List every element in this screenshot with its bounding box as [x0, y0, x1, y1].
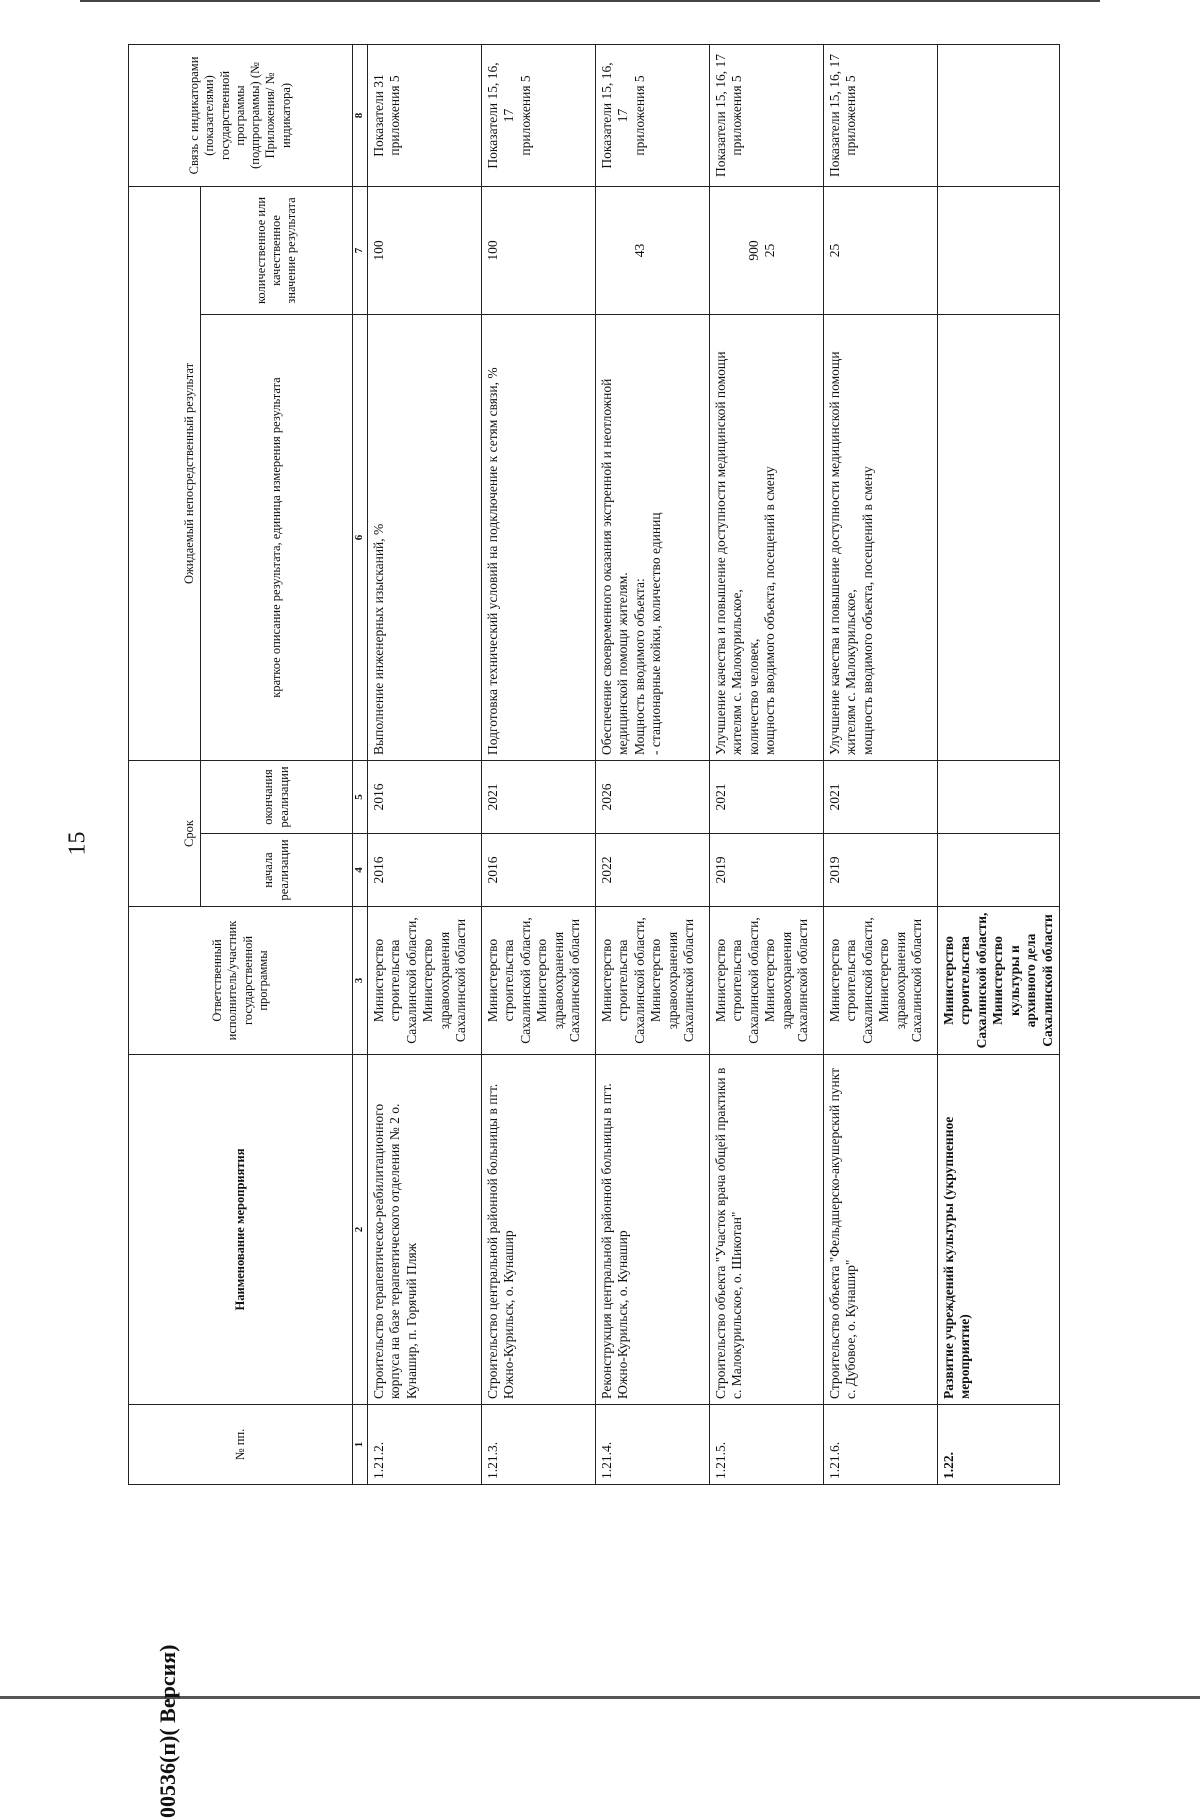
row-name: Реконструкция центральной районной больницы в пгт. Южно-Курильск, о. Кунашир	[596, 1055, 710, 1405]
row-indicator: Показатели 15, 16, 17 приложения 5	[710, 44, 824, 186]
header-result-desc: краткое описание результата, единица измерения результата	[201, 314, 353, 760]
col-number: 3	[353, 907, 368, 1055]
row-result-value: 100	[482, 186, 596, 314]
header-result: Ожидаемый непосредственный результат	[129, 186, 201, 760]
row-start: 2016	[368, 834, 482, 907]
header-responsible: Ответственный исполнитель/участник государственной программы	[129, 907, 353, 1055]
col-number: 1	[353, 1405, 368, 1485]
row-start	[938, 834, 1060, 907]
header-indicator: Связь с индикаторами (показателями) государственной программы (подпрограммы) (№ Приложения/ № индикатора)	[129, 44, 353, 186]
col-number: 2	[353, 1055, 368, 1405]
row-responsible: Министерство строительства Сахалинской области, Министерство здравоохранения Сахалинской области	[368, 907, 482, 1055]
col-number: 7	[353, 186, 368, 314]
row-indicator: Показатели 31 приложения 5	[368, 44, 482, 186]
col-number: 4	[353, 834, 368, 907]
program-activities-table	[128, 44, 1060, 1485]
row-name: Строительство объекта "Участок врача общей практики в с. Малокурильское, о. Шикотан"	[710, 1055, 824, 1405]
scan-edge-top	[80, 0, 1100, 2]
row-responsible: Министерство строительства Сахалинской области, Министерство здравоохранения Сахалинской области	[710, 907, 824, 1055]
table-row	[482, 44, 596, 1484]
row-name: Строительство объекта "Фельдшерско-акушерский пункт с. Дубовое, о. Кунашир"	[824, 1055, 938, 1405]
row-num: 1.21.2.	[368, 1405, 482, 1485]
header-term-start: начала реализации	[201, 834, 353, 907]
row-result-desc: Улучшение качества и повышение доступности медицинской помощи жителям с. Малокурильское, количество человек, мощность вводимого объекта, посещений в смену	[710, 314, 824, 760]
rotated-table-container	[128, 45, 1168, 1485]
col-number: 6	[353, 314, 368, 760]
row-num: 1.22.	[938, 1405, 1060, 1485]
page-number: 15	[64, 831, 91, 856]
header-name: Наименование мероприятия	[129, 1055, 353, 1405]
row-result-desc: Улучшение качества и повышение доступности медицинской помощи жителям с. Малокурильское, мощность вводимого объекта, посещений в смену	[824, 314, 938, 760]
row-result-value: 100	[368, 186, 482, 314]
row-name: Строительство центральной районной больницы в пгт. Южно-Курильск, о. Кунашир	[482, 1055, 596, 1405]
row-result-value: 25	[824, 186, 938, 314]
row-end: 2021	[482, 760, 596, 833]
document-code: 00536(п)( Версия)	[155, 1644, 180, 1818]
row-indicator: Показатели 15, 16, 17 приложения 5	[824, 44, 938, 186]
header-term-end: окончания реализации	[201, 760, 353, 833]
row-result-value: 900 25	[710, 186, 824, 314]
table-row	[368, 44, 482, 1484]
row-result-desc	[938, 314, 1060, 760]
row-name: Строительство терапевтическо-реабилитационного корпуса на базе терапевтического отделения № 2 о. Кунашир, п. Горячий Пляж	[368, 1055, 482, 1405]
col-number: 5	[353, 760, 368, 833]
row-start: 2019	[824, 834, 938, 907]
row-end: 2016	[368, 760, 482, 833]
row-result-desc: Выполнение инженерных изысканий, %	[368, 314, 482, 760]
row-start: 2022	[596, 834, 710, 907]
table-row	[710, 44, 824, 1484]
row-responsible: Министерство строительства Сахалинской области, Министерство здравоохранения Сахалинской области	[482, 907, 596, 1055]
row-start: 2019	[710, 834, 824, 907]
row-start: 2016	[482, 834, 596, 907]
table-row	[824, 44, 938, 1484]
row-responsible: Министерство строительства Сахалинской области, Министерство культуры и архивного дела Сахалинской области	[938, 907, 1060, 1055]
header-result-value: количественное или качественное значение результата	[201, 186, 353, 314]
row-responsible: Министерство строительства Сахалинской области, Министерство здравоохранения Сахалинской области	[824, 907, 938, 1055]
row-indicator: Показатели 15, 16, 17 приложения 5	[596, 44, 710, 186]
row-indicator	[938, 44, 1060, 186]
row-num: 1.21.3.	[482, 1405, 596, 1485]
row-indicator: Показатели 15, 16, 17 приложения 5	[482, 44, 596, 186]
row-result-desc: Обеспечение своевременного оказания экстренной и неотложной медицинской помощи жителям. Мощность вводимого объекта: - стационарные койки, количество единиц	[596, 314, 710, 760]
row-result-value: 43	[596, 186, 710, 314]
row-num: 1.21.6.	[824, 1405, 938, 1485]
row-result-value	[938, 186, 1060, 314]
col-number: 8	[353, 44, 368, 186]
row-num: 1.21.5.	[710, 1405, 824, 1485]
row-result-desc: Подготовка технический условий на подключение к сетям связи, %	[482, 314, 596, 760]
row-end: 2021	[824, 760, 938, 833]
row-end	[938, 760, 1060, 833]
row-name: Развитие учреждений культуры (укрупненное мероприятие)	[938, 1055, 1060, 1405]
row-end: 2021	[710, 760, 824, 833]
row-end: 2026	[596, 760, 710, 833]
table-row	[596, 44, 710, 1484]
header-term: Срок	[129, 760, 201, 906]
row-num: 1.21.4.	[596, 1405, 710, 1485]
header-num: № пп.	[129, 1405, 353, 1485]
row-responsible: Министерство строительства Сахалинской области, Министерство здравоохранения Сахалинской области	[596, 907, 710, 1055]
table-row	[938, 44, 1060, 1484]
